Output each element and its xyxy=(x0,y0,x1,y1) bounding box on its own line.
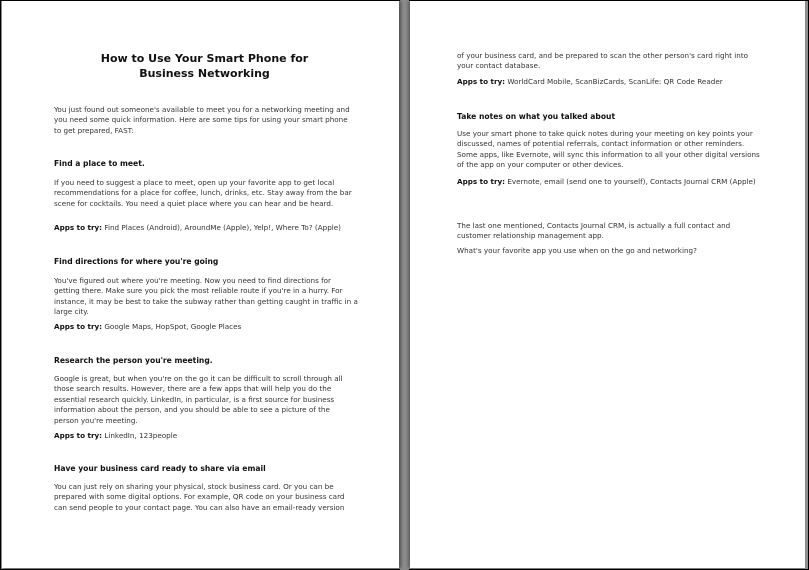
section-body: Use your smart phone to take quick notes during your meeting on key points your discussed, names of potential referrals, contact information or other reminders. Some apps, like Evernote, will sync this information to all your other digital versions of the app on your computer or other devices. xyxy=(457,129,760,170)
apps-list: Find Places (Android), AroundMe (Apple), Yelp!, Where To? (Apple) xyxy=(104,223,341,232)
apps-list: WorldCard Mobile, ScanBizCards, ScanLife: QR Code Reader xyxy=(507,77,723,86)
closing-question: What's your favorite app you use when on the go and networking? xyxy=(457,246,697,255)
section-body: Google is great, but when you're on the go it can be difficult to scroll through all those search results. However, there are a few apps that will help you do the essential research quickly. LinkedIn, in particular, is a first source for business information about the person, and you should be able to see a picture of the person you're meeting. xyxy=(54,374,343,425)
apps-list: LinkedIn, 123people xyxy=(104,431,178,440)
page-1 xyxy=(2,1,399,568)
section-body: If you need to suggest a place to meet, open up your favorite app to get local recommendations for a place for coffee, lunch, drinks, etc. Stay away from the bar scene for cocktails. You need a quiet place where you can hear and be heard. xyxy=(54,178,352,208)
section-body: You've figured out where you're meeting. Now you need to find directions for getting there. Make sure you pick the most reliable route if you're in a hurry. For instance, it may be best to take the subway rather than getting caught in traffic in a large city. xyxy=(54,276,358,317)
section-heading: Research the person you're meeting. xyxy=(54,356,213,365)
apps-label: Apps to try: xyxy=(54,223,103,232)
page-gutter xyxy=(400,0,409,570)
document-title: How to Use Your Smart Phone for Business Networking xyxy=(100,52,309,80)
apps-list: Evernote, email (send one to yourself), Contacts Journal CRM (Apple) xyxy=(507,177,756,186)
section-apps xyxy=(54,431,364,441)
section-body: You can just rely on sharing your physical, stock business card. Or you can be prepared with some digital options. For example, QR code on your business card can send people to your contact page. You can also have an email-ready version xyxy=(54,482,345,512)
section-heading: Have your business card ready to share via email xyxy=(54,464,266,473)
section-apps xyxy=(54,322,364,332)
apps-label: Apps to try: xyxy=(457,177,506,186)
page-2 xyxy=(410,1,805,568)
intro-paragraph: You just found out someone's available to meet you for a networking meeting and you need some quick information. Here are some tips for using your smart phone to get prepared, FAST: xyxy=(54,105,350,135)
apps-label: Apps to try: xyxy=(457,77,506,86)
section-apps xyxy=(54,223,364,233)
closing-paragraph: The last one mentioned, Contacts Journal CRM, is actually a full contact and customer relationship management app. xyxy=(457,221,731,241)
apps-list: Google Maps, HopSpot, Google Places xyxy=(104,322,242,331)
section-heading: Find directions for where you're going xyxy=(54,257,219,266)
section-body-continued: of your business card, and be prepared to scan the other person's card right into your contact database. xyxy=(457,51,749,71)
section-apps xyxy=(457,177,762,187)
section-heading: Find a place to meet. xyxy=(54,159,145,168)
section-apps xyxy=(457,77,772,87)
apps-label: Apps to try: xyxy=(54,431,103,440)
section-heading: Take notes on what you talked about xyxy=(457,112,616,121)
apps-label: Apps to try: xyxy=(54,322,103,331)
